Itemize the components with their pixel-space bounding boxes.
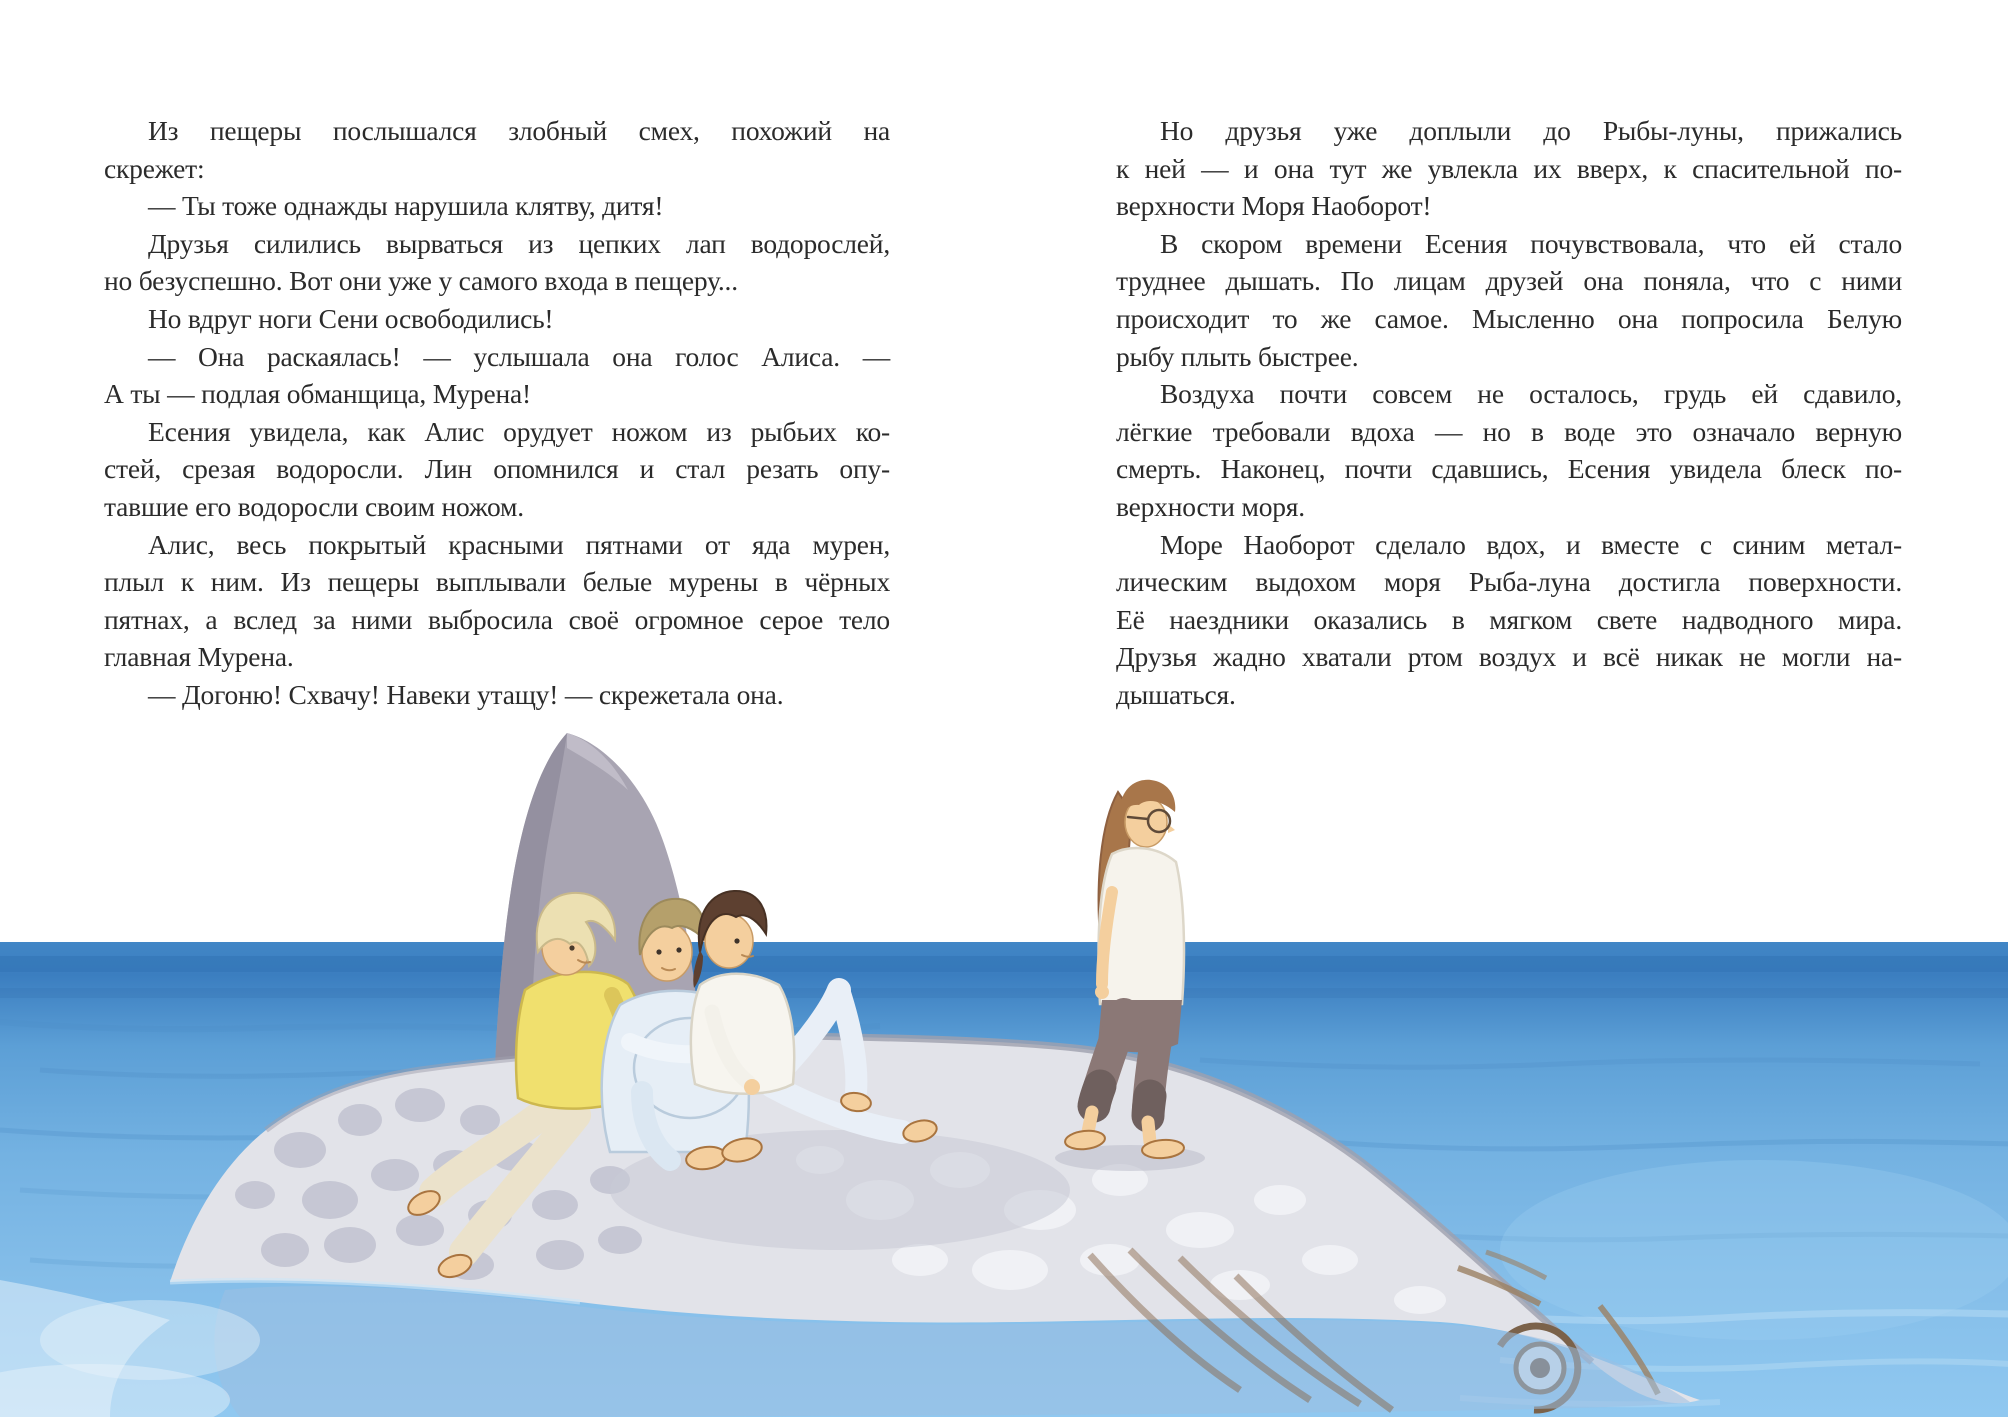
- text-line: стей, срезая водоросли. Лин опомнился и стал резать опу-: [104, 453, 890, 485]
- text-line: Есения увидела, как Алис орудует ножом из рыбьих ко-: [148, 415, 890, 447]
- text-line: Море Наоборот сделало вдох, и вместе с синим метал-: [1160, 528, 1902, 560]
- right-page-text-column: [1116, 112, 1902, 714]
- text-line: Но вдруг ноги Сени освободились!: [148, 302, 554, 334]
- text-line: верхности моря.: [1116, 490, 1305, 522]
- text-line: пятнах, а вслед за ними выбросила своё огромное серое тело: [104, 603, 890, 635]
- text-line: Из пещеры послышался злобный смех, похожий на: [148, 115, 890, 146]
- text-line: главная Мурена.: [104, 641, 294, 673]
- text-line: — Она раскаялась! — услышала она голос Алиса. —: [148, 340, 890, 372]
- horizon-band: [0, 956, 2008, 972]
- text-line: Её наездники оказались в мягком свете надводного мира.: [1116, 603, 1902, 635]
- text-line: Воздуха почти совсем не осталось, грудь ей сдавило,: [1160, 378, 1902, 410]
- text-line: плыл к ним. Из пещеры выплывали белые мурены в чёрных: [104, 566, 890, 598]
- text-line: Друзья силились вырваться из цепких лап водорослей,: [148, 227, 890, 259]
- text-line: скрежет:: [104, 152, 205, 184]
- text-line: труднее дышать. По лицам друзей она поняла, что с ними: [1116, 265, 1902, 297]
- text-line: но безуспешно. Вот они уже у самого входа в пещеру...: [104, 265, 738, 297]
- text-line: происходит то же самое. Мысленно она попросила Белую: [1116, 302, 1902, 334]
- text-line: А ты — подлая обманщица, Мурена!: [104, 378, 531, 410]
- text-line: к ней — и она тут же увлекла их вверх, к спасительной по-: [1116, 152, 1902, 184]
- text-line: смерть. Наконец, почти сдавшись, Есения увидела блеск по-: [1116, 453, 1902, 485]
- text-line: лёгкие требовали вдоха — но в воде это означало верную: [1116, 415, 1902, 447]
- text-line: дышаться.: [1116, 678, 1236, 710]
- text-line: тавшие его водоросли своим ножом.: [104, 490, 524, 522]
- text-line: верхности Моря Наоборот!: [1116, 190, 1432, 222]
- text-line: Но друзья уже доплыли до Рыбы-луны, прижались: [1160, 115, 1902, 146]
- text-line: В скором времени Есения почувствовала, что ей стало: [1160, 227, 1902, 259]
- text-line: — Догоню! Схвачу! Навеки утащу! — скрежетала она.: [148, 678, 784, 710]
- left-page-text-column: [104, 112, 890, 714]
- text-line: — Ты тоже однажды нарушила клятву, дитя!: [148, 190, 664, 222]
- text-line: Друзья жадно хватали ртом воздух и всё никак не могли на-: [1116, 641, 1902, 673]
- text-line: Алис, весь покрытый красными пятнами от яда мурен,: [148, 528, 890, 560]
- rolled-cuff: [1094, 1086, 1100, 1106]
- text-line: рыбу плыть быстрее.: [1116, 340, 1359, 372]
- text-line: лическим выдохом моря Рыба-луна достигла поверхности.: [1116, 566, 1902, 598]
